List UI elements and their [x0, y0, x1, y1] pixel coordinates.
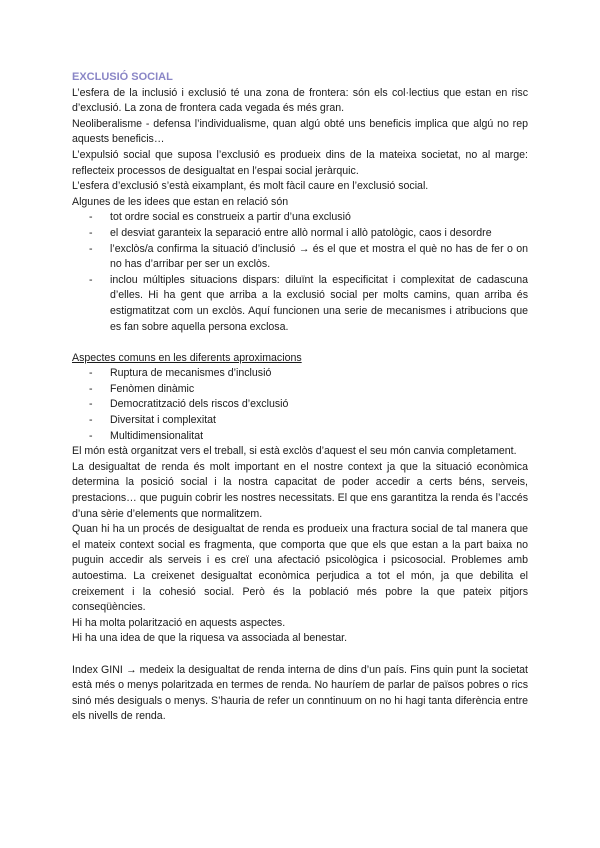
blank-line	[72, 335, 528, 351]
paragraph-esfera-exclusio: L’esfera d’exclusió s’està eixamplant, és molt fàcil caure en l’exclusió social.	[72, 180, 429, 193]
document-content	[72, 70, 528, 725]
list-item	[72, 397, 528, 413]
list-item	[72, 366, 528, 382]
ideas-list	[72, 210, 528, 335]
paragraph-expulsio-social: L’expulsió social que suposa l’exclusió es produeix dins de la mateixa societat, no al marge: reflecteix processos de desigualtat en l’espai social jeràrquic.	[72, 148, 528, 177]
list-item	[72, 429, 528, 445]
list-item-text: Multidimensionalitat	[110, 429, 204, 442]
list-item-text: el desviat garanteix la separació entre allò normal i allò patològic, caos i desordre	[110, 226, 492, 239]
list-item	[72, 242, 528, 273]
paragraph-desigualtat-renda: La desigualtat de renda és molt important en el nostre context ja que la situació econòmica determina la posició social i la nostra capacitat de poder accedir a certs béns, serveis, prestacions… que puguin cobrir les nostres necessitats. El que ens garantitza la renda és l’accés d’una sèrie d’elements que normalitzem.	[72, 460, 528, 520]
list-item-text: Democratització dels riscos d’exclusió	[110, 398, 289, 411]
bullet-dash: -	[89, 211, 93, 224]
blank-line	[72, 647, 528, 663]
paragraph-treball: El món està organitzat vers el treball, si està exclòs d’aquest el seu món canvia completament.	[72, 445, 517, 458]
paragraph-neoliberalisme: Neoliberalisme - defensa l’individualisme, quan algú obté uns beneficis implica que algú no rep aquests beneficis…	[72, 117, 528, 146]
list-item	[72, 226, 528, 242]
bullet-dash: -	[89, 429, 93, 442]
bullet-dash: -	[89, 226, 93, 239]
paragraph-idees-intro: Algunes de les idees que estan en relació són	[72, 195, 289, 208]
paragraph-zona-frontera: L’esfera de la inclusió i exclusió té una zona de frontera: són els col·lectius que estan en risc d’exclusió. La zona de frontera cada vegada és més gran.	[72, 86, 528, 115]
list-item-text: Fenòmen dinàmic	[110, 382, 195, 395]
aspects-heading: Aspectes comuns en les diferents aproximacions	[72, 351, 302, 364]
bullet-dash: -	[89, 398, 93, 411]
bullet-dash: -	[89, 367, 93, 380]
list-item-text: l’exclòs/a confirma la situació d’inclusió → és el que et mostra el què no has de fer o on no has d’arribar per ser un exclòs.	[110, 242, 528, 271]
bullet-dash: -	[89, 414, 93, 427]
paragraph-index-gini: Index GINI → medeix la desigualtat de renda interna de dins d’un país. Fins quin punt la societat està més o menys polaritzada en termes de renda. No hauríem de parlar de països pobres o rics sinó més desiguals o menys. S’hauria de refer un conntinuum on no hi hagi tanta diferència entre els nivells de renda.	[72, 663, 528, 723]
aspects-list	[72, 366, 528, 444]
paragraph-riquesa: Hi ha una idea de que la riquesa va associada al benestar.	[72, 632, 348, 645]
list-item-text: tot ordre social es construeix a partir d’una exclusió	[110, 211, 351, 224]
bullet-dash: -	[89, 273, 93, 286]
list-item-text: Diversitat i complexitat	[110, 414, 216, 427]
document-title: EXCLUSIÓ SOCIAL	[72, 71, 173, 83]
list-item	[72, 210, 528, 226]
list-item-text: Ruptura de mecanismes d’inclusió	[110, 367, 272, 380]
bullet-dash: -	[89, 242, 93, 255]
list-item	[72, 273, 528, 335]
list-item	[72, 413, 528, 429]
list-item	[72, 382, 528, 398]
paragraph-fractura-social: Quan hi ha un procés de desigualtat de renda es produeix una fractura social de tal manera que el mateix context social es fragmenta, que comporta que que els que estan a la part baixa no puguin accedir als serveis i es creï una afectació psicològica i psicosocial. Problemes amb autoestima. La creixenet desigualtat econòmica perjudica a tot el món, ja que debilita el creixement i la cohesió social. Però és la població més pobre la que pateix pitjors conseqüències.	[72, 523, 528, 614]
bullet-dash: -	[89, 382, 93, 395]
paragraph-polaritzacio: Hi ha molta polarització en aquests aspectes.	[72, 616, 286, 629]
list-item-text: inclou múltiples situacions dispars: diluïnt la especificitat i complexitat de cadascuna d’elles. Hi ha gent que arriba a la exclusió social per molts camins, quan arriba és estigmatitzat com un exclòs. Aquí funcionen una serie de mecanismes i atribucions que es fan sobre aquella persona exclosa.	[110, 273, 528, 333]
